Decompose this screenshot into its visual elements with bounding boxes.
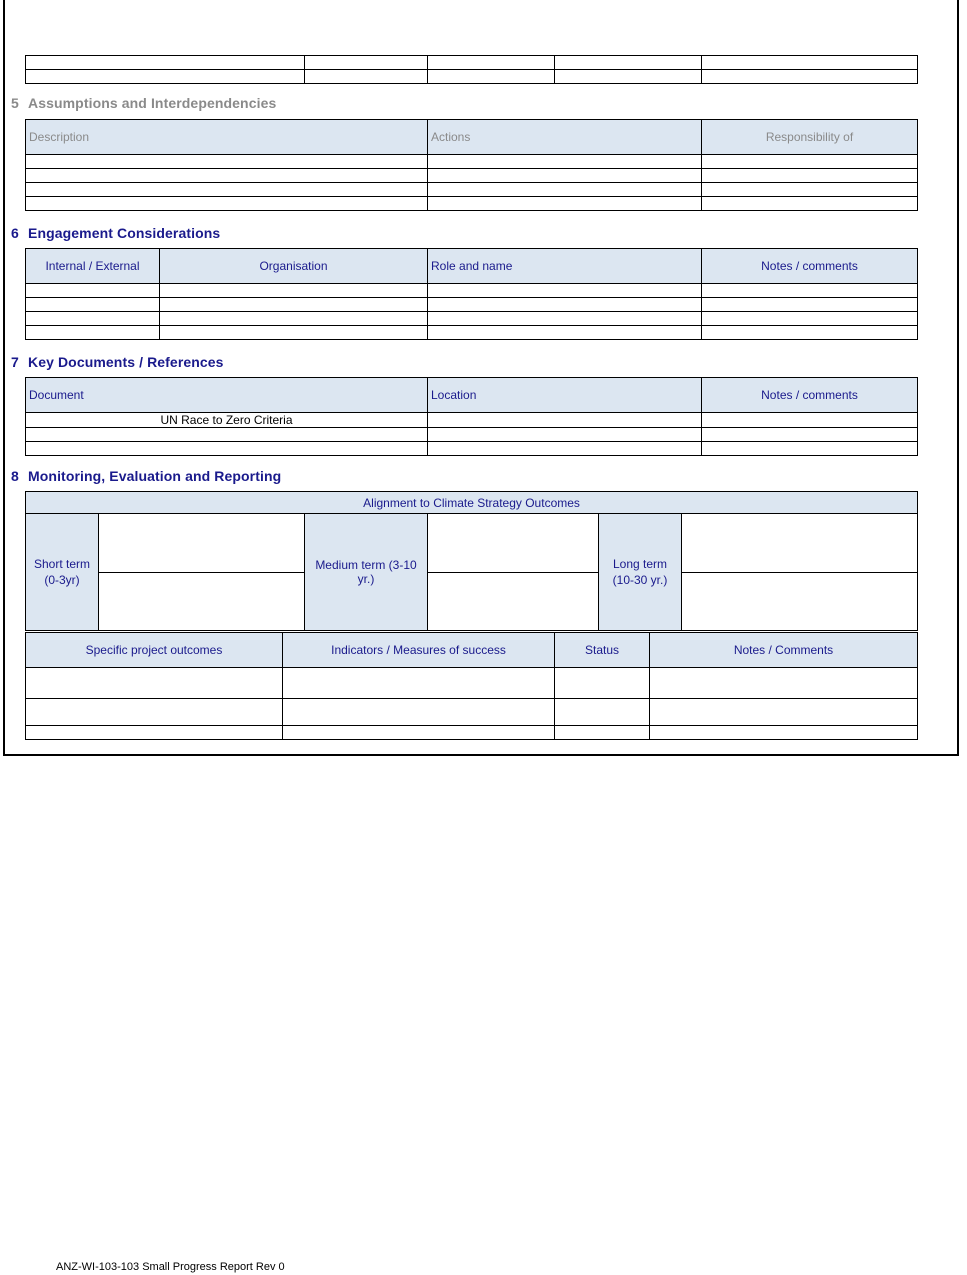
long-term-field-2[interactable] [682, 573, 918, 631]
medium-term-field-2[interactable] [428, 573, 599, 631]
alignment-table [25, 491, 918, 631]
table-row[interactable] [26, 726, 918, 740]
section-8-title: 8 Monitoring, Evaluation and Reporting [11, 468, 282, 484]
header-role-name: Role and name [428, 249, 702, 284]
header-location: Location [428, 378, 702, 413]
section-5-title: 5 Assumptions and Interdependencies [11, 95, 277, 111]
table-row[interactable] [26, 312, 918, 326]
engagement-table [25, 248, 918, 340]
long-term-field-1[interactable] [682, 514, 918, 573]
table-row[interactable] [26, 326, 918, 340]
table-row[interactable] [26, 413, 918, 428]
header-organisation: Organisation [160, 249, 428, 284]
header-document: Document [26, 378, 428, 413]
table-row[interactable] [26, 442, 918, 456]
outcomes-table [25, 632, 918, 740]
header-notes: Notes / comments [702, 378, 918, 413]
header-status: Status [555, 633, 650, 668]
short-term-field-2[interactable] [99, 573, 305, 631]
header-notes: Notes / comments [702, 249, 918, 284]
header-responsibility: Responsibility of [702, 120, 918, 155]
header-actions: Actions [428, 120, 702, 155]
table-row[interactable] [26, 169, 918, 183]
long-term-label: Long term (10-30 yr.) [599, 514, 682, 631]
section-7-title: 7 Key Documents / References [11, 354, 224, 370]
section-6-title: 6 Engagement Considerations [11, 225, 221, 241]
previous-section-table [25, 55, 918, 84]
table-row[interactable] [26, 699, 918, 726]
document-cell: UN Race to Zero Criteria [26, 413, 428, 428]
medium-term-field-1[interactable] [428, 514, 599, 573]
table-row[interactable] [26, 197, 918, 211]
table-row[interactable] [26, 298, 918, 312]
short-term-label: Short term (0-3yr) [26, 514, 99, 631]
table-row[interactable] [26, 155, 918, 169]
alignment-header: Alignment to Climate Strategy Outcomes [26, 492, 918, 514]
header-internal-external: Internal / External [26, 249, 160, 284]
header-project-outcomes: Specific project outcomes [26, 633, 283, 668]
medium-term-label: Medium term (3-10 yr.) [305, 514, 428, 631]
documents-table [25, 377, 918, 456]
footer-document-id: ANZ-WI-103-103 Small Progress Report Rev 0 [56, 1261, 285, 1273]
table-row[interactable] [26, 428, 918, 442]
header-notes: Notes / Comments [650, 633, 918, 668]
header-indicators: Indicators / Measures of success [283, 633, 555, 668]
table-row[interactable] [26, 668, 918, 699]
header-description: Description [26, 120, 428, 155]
assumptions-table [25, 119, 918, 211]
short-term-field-1[interactable] [99, 514, 305, 573]
table-row[interactable] [26, 284, 918, 298]
table-row[interactable] [26, 183, 918, 197]
